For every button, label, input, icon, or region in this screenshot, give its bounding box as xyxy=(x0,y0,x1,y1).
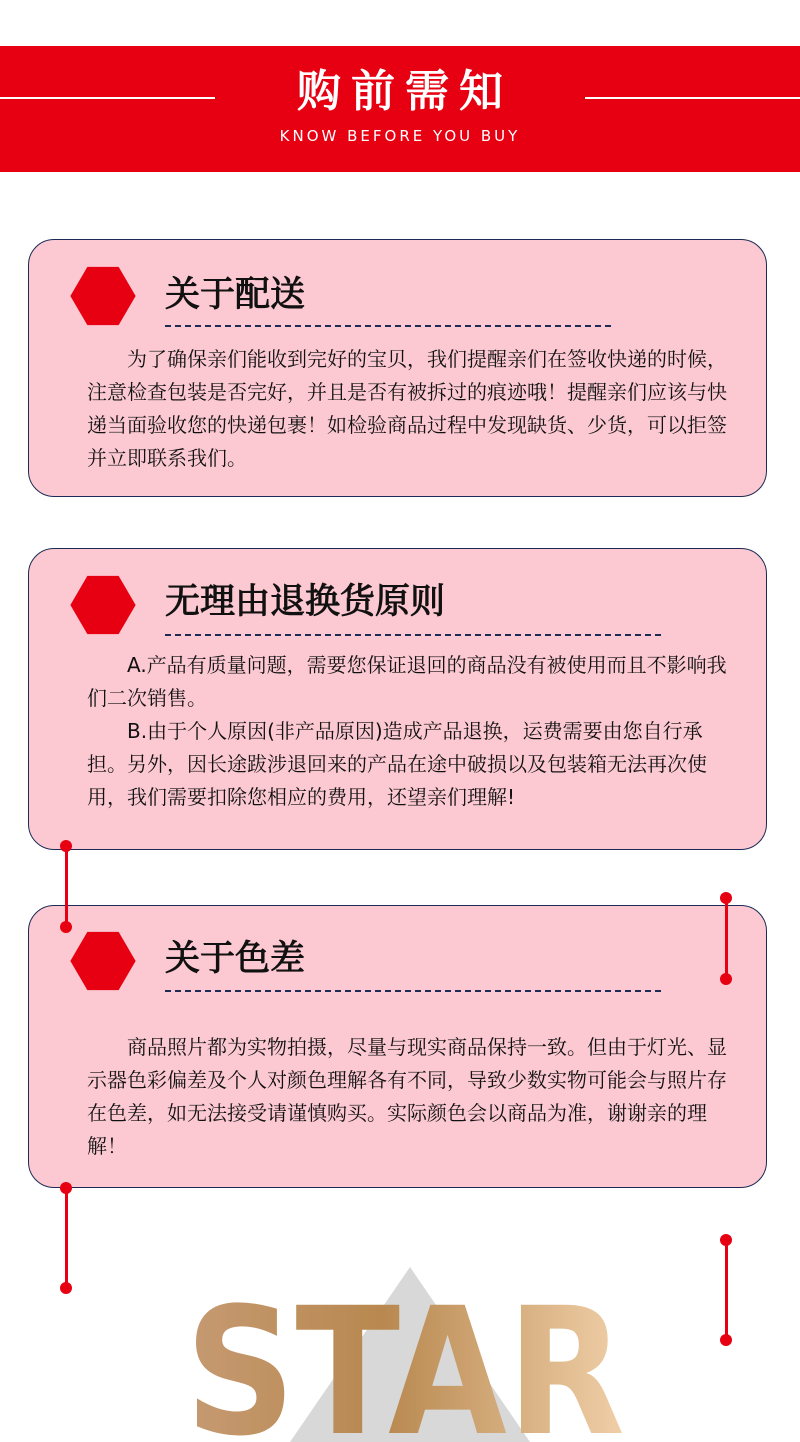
star-logo xyxy=(0,1255,800,1442)
page-title: 购前需知 xyxy=(297,66,513,117)
section-body xyxy=(87,343,737,475)
page-subtitle: KNOW BEFORE YOU BUY xyxy=(279,127,521,145)
section-title: 关于配送 xyxy=(165,275,306,315)
section-paragraph: 为了确保亲们能收到完好的宝贝，我们提醒亲们在签收快递的时候，注意检查包装是否完好，并且是否有被拆过的痕迹哦！提醒亲们应该与快递当面验收您的快递包裹！如检验商品过程中发现缺货、少货，可以拒签并立即联系我们。 xyxy=(87,347,727,470)
connector-dot xyxy=(720,892,732,904)
section-card-color-difference xyxy=(28,905,767,1188)
hexagon-icon xyxy=(69,574,137,636)
section-title-underline xyxy=(165,634,661,636)
connector-dot xyxy=(720,1234,732,1246)
section-title-underline xyxy=(165,325,611,327)
connector-dot xyxy=(60,1182,72,1194)
section-paragraph: A.产品有质量问题，需要您保证退回的商品没有被使用而且不影响我们二次销售。 xyxy=(87,653,727,710)
hexagon-icon xyxy=(69,265,137,327)
star-logo-graphic xyxy=(0,1255,800,1442)
section-title: 关于色差 xyxy=(165,939,306,979)
section-title-underline xyxy=(165,990,661,992)
section-card-delivery xyxy=(28,239,767,497)
connector-dot xyxy=(720,973,732,985)
connector-dot xyxy=(60,921,72,933)
connector-line xyxy=(725,898,728,980)
section-paragraph: B.由于个人原因(非产品原因)造成产品退换，运费需要由您自行承担。另外，因长途跋涉退回来的产品在途中破损以及包装箱无法再次使用，我们需要扣除您相应的费用，还望亲们理解! xyxy=(87,719,707,809)
connector-dot xyxy=(60,840,72,852)
section-paragraph: 商品照片都为实物拍摄，尽量与现实商品保持一致。但由于灯光、显示器色彩偏差及个人对颜色理解各有不同，导致少数实物可能会与照片存在色差，如无法接受请谨慎购买。实际颜色会以商品为准，谢谢亲的理解！ xyxy=(87,1035,727,1158)
connector-line xyxy=(65,846,68,928)
star-logo-text: STAR xyxy=(185,1270,625,1442)
section-title: 无理由退换货原则 xyxy=(165,582,446,622)
section-body xyxy=(87,1031,737,1163)
hexagon-icon xyxy=(69,930,137,992)
header-banner xyxy=(0,46,800,172)
section-card-returns xyxy=(28,548,767,850)
section-body xyxy=(87,649,737,814)
